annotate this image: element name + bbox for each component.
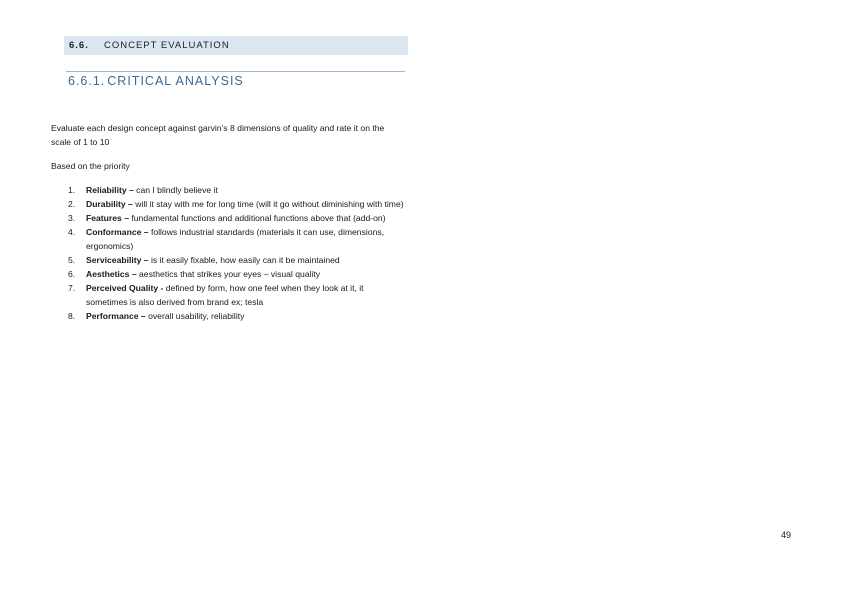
list-item-number: 1. [68,185,76,195]
list-item-number: 7. [68,283,76,293]
list-item [68,267,404,281]
subsection-heading [68,74,244,88]
list-item-number: 4. [68,227,76,237]
list-item [68,309,404,323]
list-item [68,211,404,225]
list-item-description: can I blindly believe it [133,185,218,195]
list-item [68,281,404,309]
list-item-description: aesthetics that strikes your eyes – visual quality [136,269,321,279]
list-item [68,197,404,211]
list-item-number: 5. [68,255,76,265]
subsection-title: CRITICAL ANALYSIS [107,74,244,88]
quality-dimensions-list [68,183,404,323]
list-item-description: fundamental functions and additional functions above that (add-on) [129,213,386,223]
list-item-term: Features – [86,213,129,223]
list-item-description: is it easily fixable, how easily can it be maintained [148,255,340,265]
list-item-term: Performance – [86,311,146,321]
list-item-term: Durability – [86,199,133,209]
subsection-divider [66,71,405,72]
list-item-number: 2. [68,199,76,209]
intro-paragraph: Evaluate each design concept against garvin’s 8 dimensions of quality and rate it on the scale of 1 to 10 [51,123,385,147]
list-item-number: 8. [68,311,76,321]
list-item-number: 6. [68,269,76,279]
section-title: CONCEPT EVALUATION [104,40,230,51]
list-item-description: will it stay with me for long time (will it go without diminishing with time) [132,199,404,209]
list-item-description: defined by form, how one feel when they look at it, it sometimes is also derived from brand ex; tesla [86,283,364,307]
list-item-term: Serviceability – [86,255,149,265]
list-item-description: overall usability, reliability [145,311,245,321]
list-item [68,225,404,253]
page-number: 49 [781,530,792,540]
priority-label: Based on the priority [51,161,130,171]
list-item-term: Perceived Quality - [86,283,164,293]
list-item-description: follows industrial standards (materials it can use, dimensions, ergonomics) [86,227,385,251]
list-item [68,253,404,267]
list-item-term: Aesthetics – [86,269,137,279]
list-item-number: 3. [68,213,76,223]
section-number: 6.6. [69,40,89,51]
list-item-term: Conformance – [86,227,149,237]
section-heading-bar [64,36,408,55]
list-item [68,183,404,197]
subsection-number: 6.6.1. [68,74,106,88]
list-item-term: Reliability – [86,185,134,195]
